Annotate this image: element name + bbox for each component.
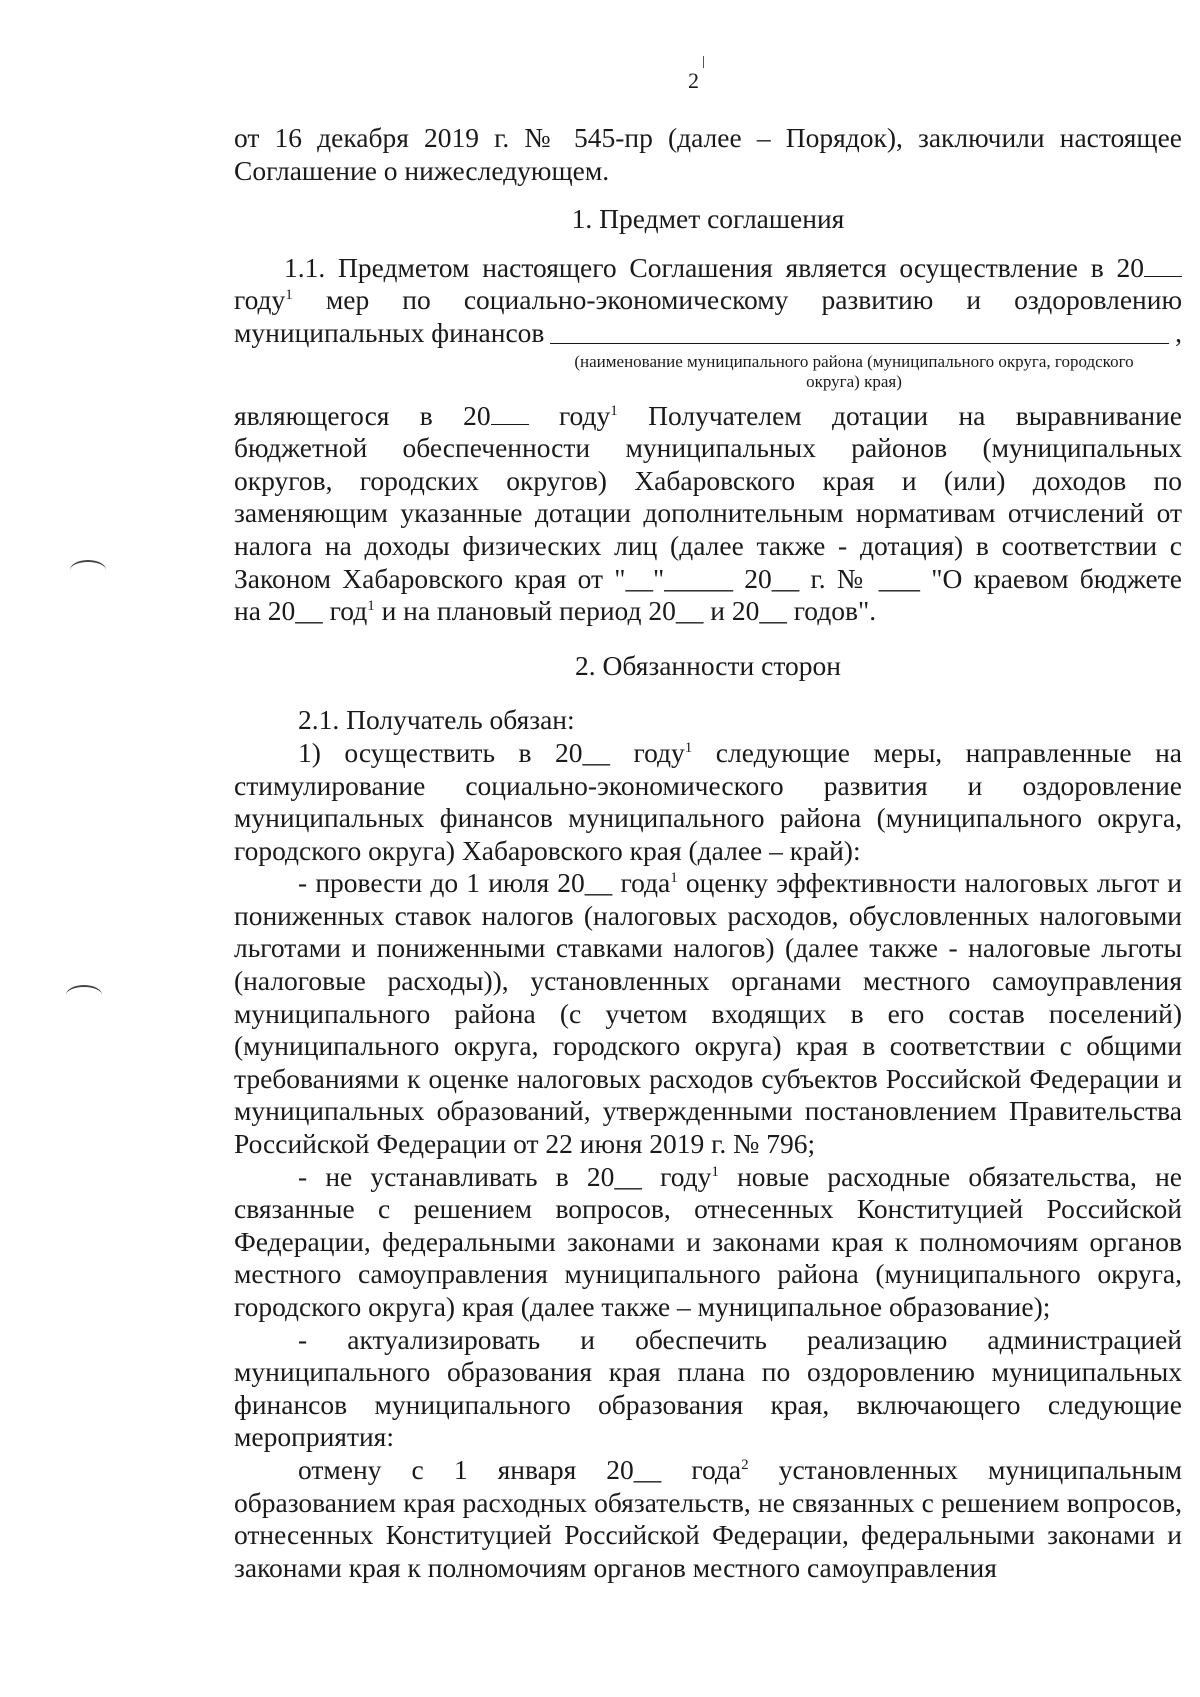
paragraph-1-2-line-7: на 20__ год$^1$ и на плановый период 20__ и 20__ годов".: [234, 595, 877, 627]
paragraph-1-2-line-5: налога на доходы физических лиц (далее также - дотация) в соответствии с: [234, 529, 1182, 561]
dash-item-tax-benefits: - провести до 1 июля 20__ года$^1$ оценку эффективности налоговых льгот и пониженных ставок налогов (налоговых расходов, обусловленных налоговыми льготами и пониженными ставками налогов) (далее также - налоговые льготы (налоговые расходы)), установленных органами местного самоуправления муниципального района (с учетом входящих в его состав поселений) (муниципального округа, городского округа) края в соответствии с общими требованиями к оценке налоговых расходов субъектов Российской Федерации и муниципальных образований, утвержденными постановлением Правительства Российской Федерации от 22 июня 2019 г. № 796;: [234, 867, 1182, 1160]
document-body: [234, 122, 1182, 1584]
section-1-heading: 1. Предмет соглашения: [571, 203, 845, 235]
margin-binding-mark: [70, 560, 106, 580]
paragraph-1-1-line-1: 1.1. Предметом настоящего Соглашения является осуществление в 20: [234, 252, 1182, 285]
municipality-name-field: [550, 342, 1169, 344]
paragraph-1-2-line-1: являющегося в 20 году$^1$ Получателем дотации на выравнивание: [234, 399, 1183, 431]
clause-2-1: 2.1. Получатель обязан:: [298, 704, 575, 736]
dash-item-no-new-obligations: - не устанавливать в 20__ году$^1$ новые расходные обязательства, не связанные с решением вопросов, отнесенных Конституцией Российской Федерации, федеральными законами и законами края к полномочиям органов местного самоуправления муниципального района (муниципального округа, городского округа) края (далее также – муниципальное образование);: [234, 1160, 1182, 1322]
section-2-heading: 2. Обязанности сторон: [575, 649, 841, 681]
paragraph-1-1-line-3: муниципальных финансов ,: [234, 316, 1182, 348]
margin-binding-mark: [66, 985, 102, 1005]
paragraph-1-1-line-2: году$^1$ мер по социально-экономическому развитию и оздоровлению: [234, 284, 1183, 316]
field-caption: (наименование муниципального района (муниципального округа, городского округа) края): [574, 351, 1134, 391]
paragraph-1-2-line-6: Законом Хабаровского края от "__"_____ 20__ г. № ___ "О краевом бюджете: [234, 562, 1182, 594]
intro-line-2: Соглашение о нижеследующем.: [234, 154, 610, 186]
paragraph-1-2-line-4: заменяющим указанные дотации дополнительным нормативам отчислений от: [234, 497, 1182, 529]
intro-line-1: от 16 декабря 2019 г. № 545-пр (далее – Порядок), заключили настоящее: [234, 122, 1182, 153]
page-number: 2: [688, 68, 699, 93]
item-1: 1) осуществить в 20__ году$^1$ следующие меры, направленные на стимулирование социально-экономического развития и оздоровление муниципальных финансов муниципального района (муниципального округа, городского округа) Хабаровского края (далее – край):: [234, 736, 1182, 866]
paragraph-1-2-line-2: бюджетной обеспеченности муниципальных районов (муниципальных: [234, 432, 1182, 464]
paragraph-1-2-line-3: округов, городских округов) Хабаровского края и (или) доходов по: [234, 464, 1182, 496]
measure-cancel-obligations: отмену с 1 января 20__ года$^2$ установленных муниципальным образованием края расходных обязательств, не связанных с решением вопросов, отнесенных Конституцией Российской Федерации, федеральными законами и законами края к полномочиям органов местного самоуправления: [234, 1453, 1183, 1583]
dash-item-recovery-plan: - актуализировать и обеспечить реализацию администрацией муниципального образования края плана по оздоровлению муниципальных финансов муниципального образования края, включающего следующие мероприятия:: [234, 1323, 1182, 1453]
page-number-tick: [703, 56, 704, 68]
